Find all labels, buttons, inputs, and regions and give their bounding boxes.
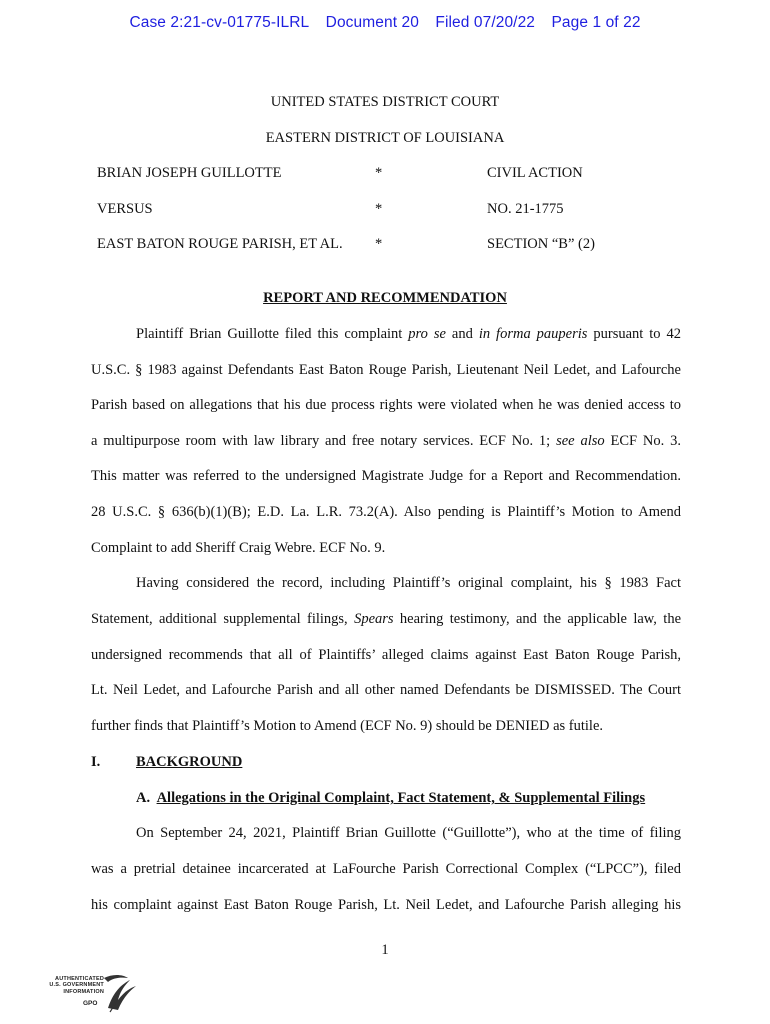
caption-defendants: EAST BATON ROUGE PARISH, ET AL.	[97, 236, 343, 252]
caption-section: SECTION “B” (2)	[487, 236, 595, 252]
body-line: On September 24, 2021, Plaintiff Brian Guillotte (“Guillotte”), who at the time of filing	[136, 825, 681, 841]
body-line: Statement, additional supplemental filings, Spears hearing testimony, and the applicable law, the	[91, 611, 682, 627]
subsection-title: Allegations in the Original Complaint, Fact Statement, & Supplemental Filings	[156, 790, 646, 806]
caption-row	[0, 236, 770, 256]
body-line: undersigned recommends that all of Plaintiffs’ alleged claims against East Baton Rouge Parish,	[91, 647, 681, 663]
court-district: EASTERN DISTRICT OF LOUISIANA	[265, 130, 505, 146]
document-title: REPORT AND RECOMMENDATION	[263, 290, 507, 306]
page-count: Page 1 of 22	[551, 14, 641, 31]
body-line: a multipurpose room with law library and free notary services. ECF No. 1; see also ECF No. 3.	[91, 433, 681, 449]
body-line: Complaint to add Sheriff Craig Webre. ECF No. 9.	[91, 540, 386, 556]
section-number: I.	[91, 754, 101, 770]
caption-plaintiff: BRIAN JOSEPH GUILLOTTE	[97, 165, 282, 181]
filed-date: Filed 07/20/22	[435, 14, 536, 31]
body-line: his complaint against East Baton Rouge Parish, Lt. Neil Ledet, and Lafourche Parish alleging his	[91, 897, 681, 913]
body-line: This matter was referred to the undersigned Magistrate Judge for a Report and Recommendation.	[91, 468, 681, 484]
body-line: further finds that Plaintiff’s Motion to Amend (ECF No. 9) should be DENIED as futile.	[91, 718, 604, 734]
body-line: was a pretrial detainee incarcerated at LaFourche Parish Correctional Complex (“LPCC”), filed	[91, 861, 681, 877]
page-number: 1	[381, 942, 389, 958]
caption-row	[0, 165, 770, 185]
caption-civil-action: CIVIL ACTION	[487, 165, 583, 181]
caption-star: *	[375, 201, 383, 217]
caption-case-number: NO. 21-1775	[487, 201, 564, 217]
caption-row	[0, 201, 770, 221]
court-name: UNITED STATES DISTRICT COURT	[270, 94, 500, 110]
gpo-mark: GPO	[83, 1000, 98, 1007]
subsection-heading	[136, 790, 645, 807]
body-line: Parish based on allegations that his due process rights were violated when he was denied access to	[91, 397, 681, 413]
ecf-header	[0, 14, 770, 32]
gpo-authentication-text: AUTHENTICATED U.S. GOVERNMENT INFORMATION	[49, 976, 104, 995]
body-line: Having considered the record, including Plaintiff’s original complaint, his § 1983 Fact	[136, 575, 681, 591]
subsection-letter: A.	[136, 790, 151, 806]
body-line: Plaintiff Brian Guillotte filed this complaint pro se and in forma pauperis pursuant to 42	[136, 326, 682, 342]
body-line: Lt. Neil Ledet, and Lafourche Parish and all other named Defendants be DISMISSED. The Court	[91, 682, 681, 698]
caption-versus: VERSUS	[97, 201, 153, 217]
body-line: U.S.C. § 1983 against Defendants East Baton Rouge Parish, Lieutenant Neil Ledet, and Lafourche	[91, 362, 681, 378]
section-title: BACKGROUND	[136, 754, 243, 770]
body-line: 28 U.S.C. § 636(b)(1)(B); E.D. La. L.R. 73.2(A). Also pending is Plaintiff’s Motion to Amend	[91, 504, 681, 520]
caption-star: *	[375, 236, 383, 252]
case-number: Case 2:21-cv-01775-ILRL	[129, 14, 310, 31]
caption-star: *	[375, 165, 383, 181]
document-number: Document 20	[325, 14, 419, 31]
